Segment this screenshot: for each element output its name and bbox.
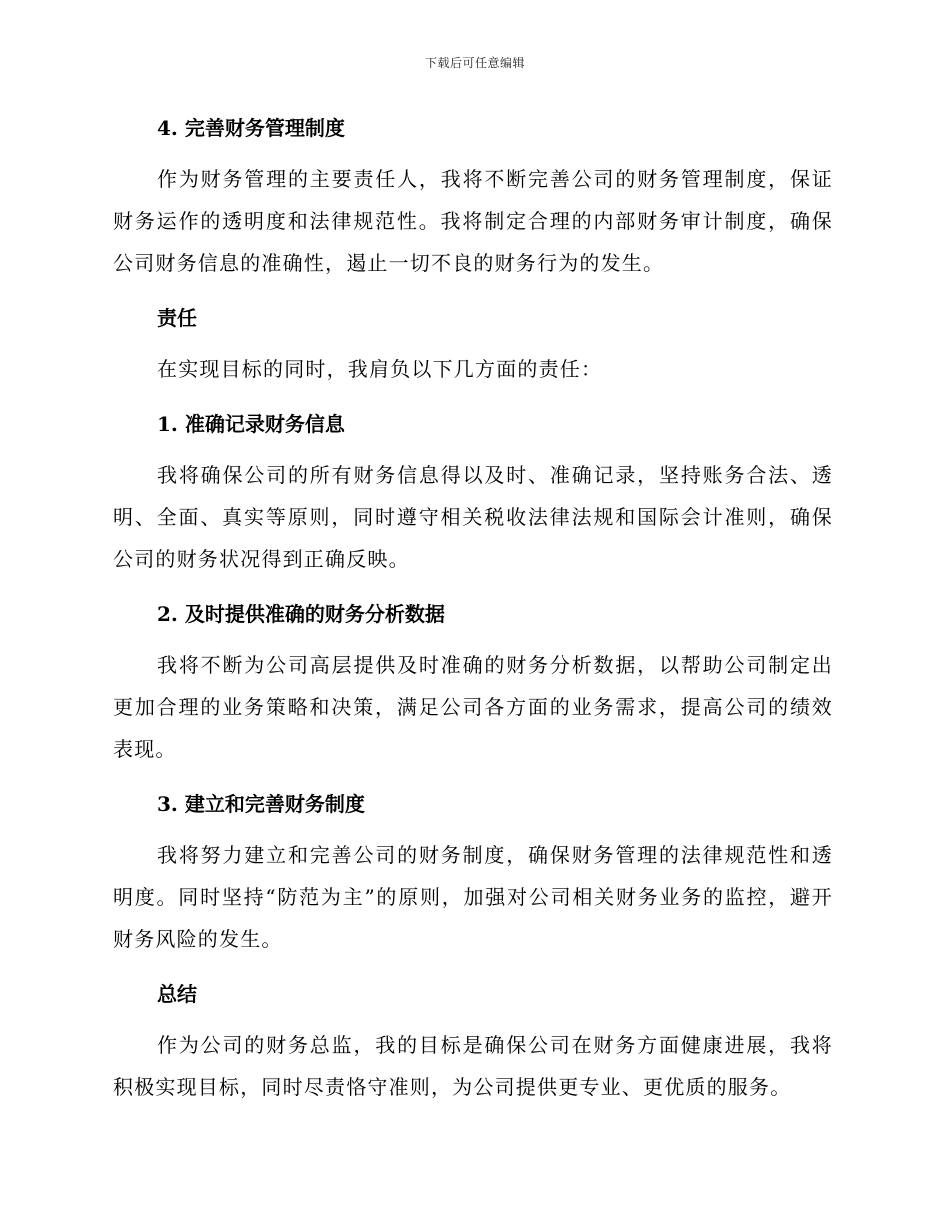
section-heading-financial-analysis: 2. 及时提供准确的财务分析数据	[157, 602, 445, 626]
section-heading-responsibility: 责任	[157, 306, 197, 330]
section-heading-establish-system: 3. 建立和完善财务制度	[157, 792, 365, 816]
paragraph-establish-system: 我将努力建立和完善公司的财务制度，确保财务管理的法律规范性和透明度。同时坚持“防范为主”的原则，加强对公司相关财务业务的监控，避开财务风险的发生。	[113, 843, 833, 951]
paragraph-accurate-records: 我将确保公司的所有财务信息得以及时、准确记录，坚持账务合法、透明、全面、真实等原则，同时遵守相关税收法律法规和国际会计准则，确保公司的财务状况得到正确反映。	[113, 463, 833, 571]
paragraph-responsibility-intro: 在实现目标的同时，我肩负以下几方面的责任：	[157, 357, 603, 381]
paragraph-summary: 作为公司的财务总监，我的目标是确保公司在财务方面健康进展，我将积极实现目标，同时尽责恪守准则，为公司提供更专业、更优质的服务。	[113, 1033, 833, 1099]
paragraph-financial-system: 作为财务管理的主要责任人，我将不断完善公司的财务管理制度，保证财务运作的透明度和法律规范性。我将制定合理的内部财务审计制度，确保公司财务信息的准确性，遏止一切不良的财务行为的发生。	[113, 167, 833, 275]
paragraph-financial-analysis: 我将不断为公司高层提供及时准确的财务分析数据，以帮助公司制定出更加合理的业务策略和决策，满足公司各方面的业务需求，提高公司的绩效表现。	[113, 653, 833, 761]
document-body	[113, 112, 833, 1108]
section-heading-financial-system: 4. 完善财务管理制度	[157, 116, 345, 140]
section-heading-summary: 总结	[157, 982, 197, 1006]
header-note: 下载后可任意编辑	[424, 56, 525, 70]
section-heading-accurate-records: 1. 准确记录财务信息	[157, 412, 345, 436]
